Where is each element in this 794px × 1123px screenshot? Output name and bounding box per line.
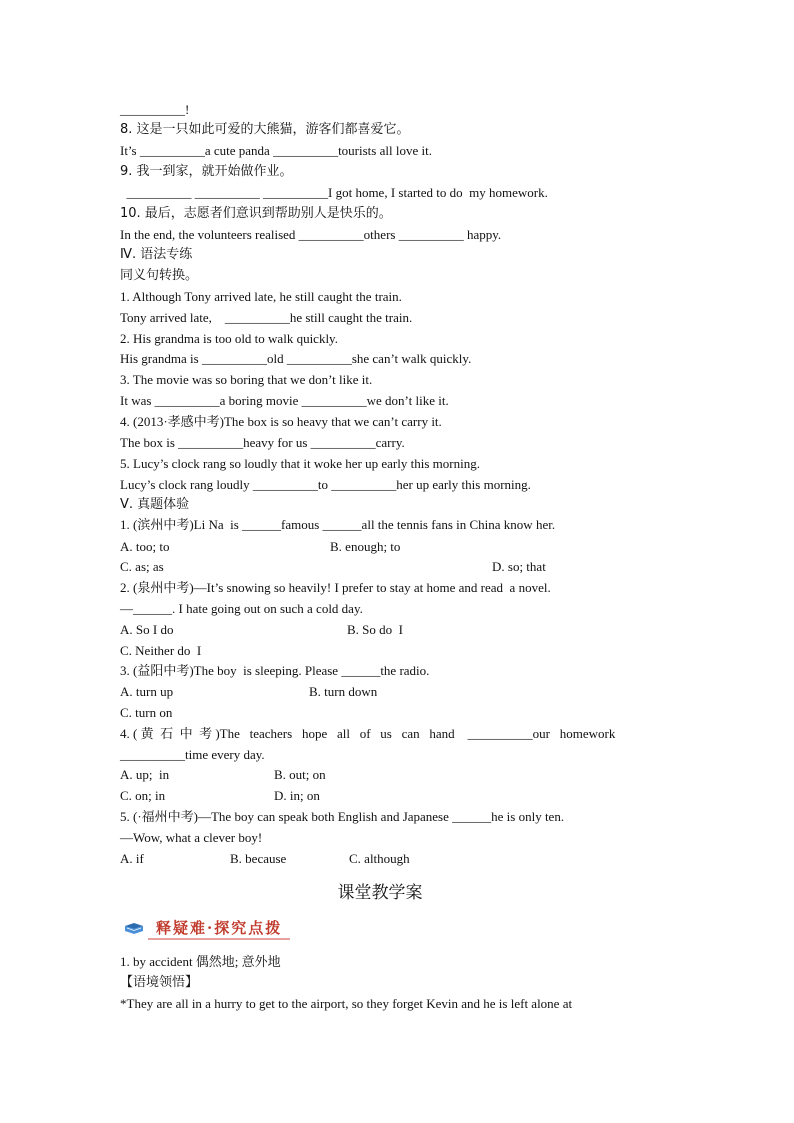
text-line: 4. (2013·孝感中考)The box is so heavy that we can’t carry it.	[120, 414, 442, 429]
text-line: Ⅴ. 真题体验	[120, 497, 190, 512]
answer-option: A. if	[120, 851, 144, 866]
text-line: 3. The movie was so boring that we don’t like it.	[120, 372, 373, 387]
text-line: It was __________a boring movie __________we don’t like it.	[120, 393, 449, 408]
text-line: Lucy’s clock rang loudly __________to __________her up early this morning.	[120, 477, 531, 492]
answer-option: C. as; as	[120, 559, 164, 574]
text-line: 9. 我一到家，就开始做作业。	[120, 164, 293, 179]
text-line: __________time every day.	[120, 747, 265, 762]
text-line: —______. I hate going out on such a cold day.	[120, 601, 363, 616]
answer-option: A. turn up	[120, 684, 174, 699]
text-line: 同义句转换。	[120, 268, 199, 283]
text-line: 3. (益阳中考)The boy is sleeping. Please ______the radio.	[120, 663, 430, 678]
text-line: In the end, the volunteers realised __________others __________ happy.	[120, 227, 502, 242]
section-banner	[124, 916, 290, 940]
text-line: __________ __________ __________I got home, I started to do my homework.	[120, 185, 548, 200]
answer-option: B. enough; to	[330, 539, 401, 554]
book-icon	[124, 920, 144, 936]
answer-option: A. up; in	[120, 767, 170, 782]
text-line: The box is __________heavy for us __________carry.	[120, 435, 405, 450]
answer-option: B. out; on	[274, 767, 326, 782]
text-line: It’s __________a cute panda __________tourists all love it.	[120, 143, 432, 158]
text-line: 10. 最后，志愿者们意识到帮助别人是快乐的。	[120, 206, 392, 221]
text-line: *They are all in a hurry to get to the airport, so they forget Kevin and he is left alone at	[120, 996, 573, 1011]
text-line: Ⅳ. 语法专练	[120, 247, 193, 262]
text-line: Tony arrived late, __________he still caught the train.	[120, 310, 413, 325]
text-line: —Wow, what a clever boy!	[120, 830, 263, 845]
answer-option: B. So do I	[347, 622, 403, 637]
text-line: His grandma is __________old __________she can’t walk quickly.	[120, 351, 472, 366]
text-line: 【语境领悟】	[120, 975, 199, 990]
answer-option: D. in; on	[274, 788, 320, 803]
text-line: 1. Although Tony arrived late, he still caught the train.	[120, 289, 402, 304]
text-line: C. turn on	[120, 705, 173, 720]
text-line: 4. ( 黄 石 中 考 )The teachers hope all of us can hand __________our homework	[120, 726, 616, 741]
text-line: 2. (泉州中考)—It’s snowing so heavily! I prefer to stay at home and read a novel.	[120, 580, 551, 595]
section-title: 课堂教学案	[337, 883, 423, 903]
text-line: 8. 这是一只如此可爱的大熊猫，游客们都喜爱它。	[120, 122, 410, 137]
text-line: __________!	[120, 102, 190, 117]
answer-option: C. on; in	[120, 788, 166, 803]
text-line: 2. His grandma is too old to walk quickly.	[120, 331, 338, 346]
answer-option: C. although	[349, 851, 410, 866]
text-line: A. So I do	[120, 622, 174, 637]
answer-option: B. because	[230, 851, 287, 866]
text-line: 5. Lucy’s clock rang so loudly that it woke her up early this morning.	[120, 456, 480, 471]
text-line: 1. by accident 偶然地; 意外地	[120, 954, 281, 969]
banner-label: 释疑难·探究点拨	[148, 917, 290, 940]
answer-option: B. turn down	[309, 684, 378, 699]
text-line: 5. (·福州中考)—The boy can speak both English and Japanese ______he is only ten.	[120, 809, 565, 824]
answer-option: D. so; that	[492, 559, 546, 574]
text-line: C. Neither do I	[120, 643, 202, 658]
text-line: 1. (滨州中考)Li Na is ______famous ______all the tennis fans in China know her.	[120, 517, 556, 532]
answer-option: A. too; to	[120, 539, 170, 554]
